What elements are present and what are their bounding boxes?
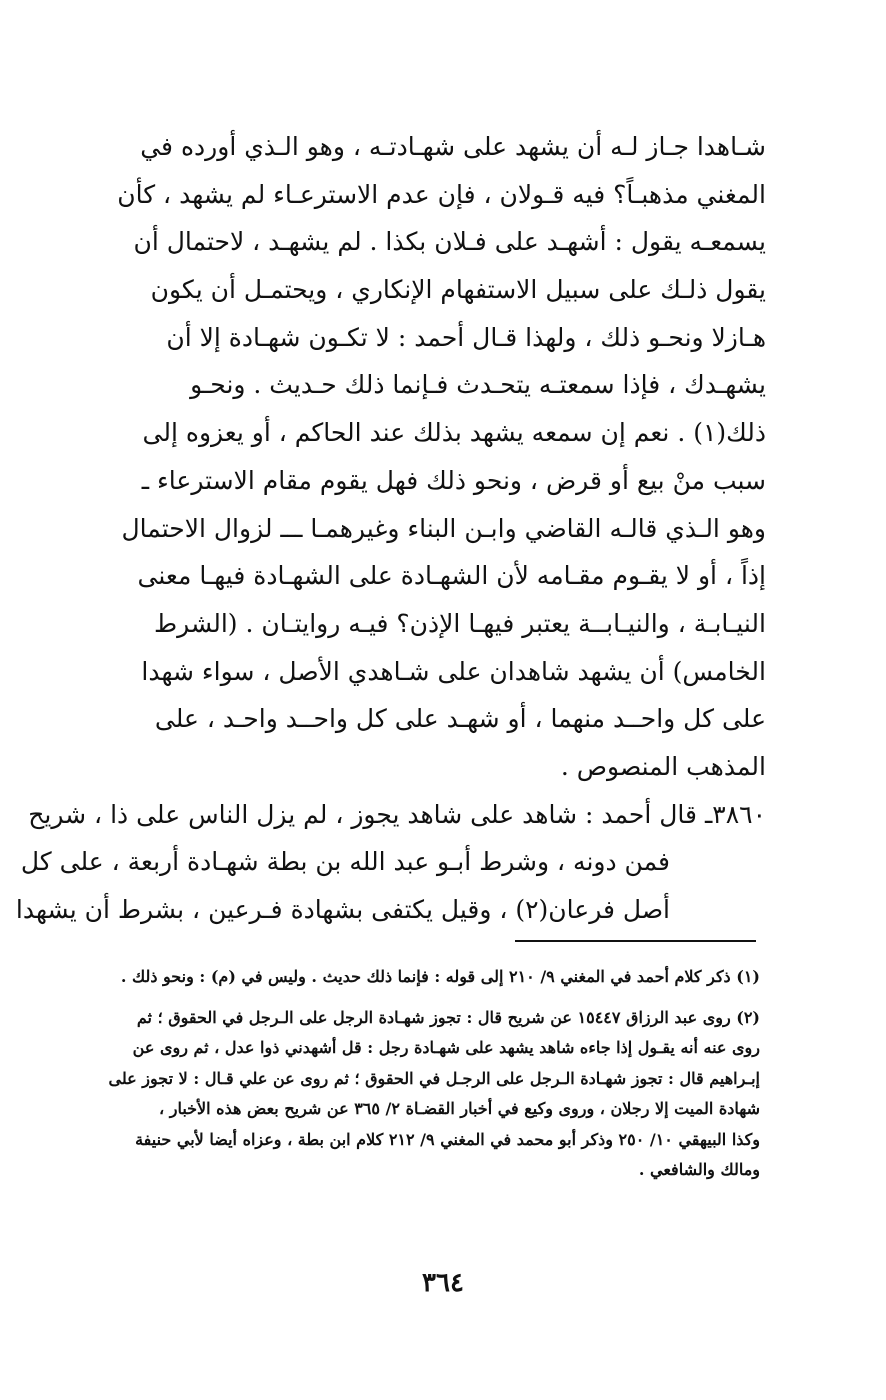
text-line: يسمعـه يقول : أشهـد على فـلان بكذا . لم يشهـد ، لاحتمال أن (133, 227, 766, 257)
footnote-1-line: (١) ذكر كلام أحمد في المغني ٩/ ٢١٠ إلى قوله : فإنما ذلك حديث . وليس في (م) : ونحو ذلك . (120, 967, 760, 986)
footnote-separator (515, 940, 756, 942)
footnote-2-line: روى عنه أنه يقـول إذا جاءه شاهد يشهد على شهـادة رجل : قل أشهدني ذوا عدل ، ثم روى عن (132, 1038, 760, 1057)
text-line: ذلك(١) . نعم إن سمعه يشهد بذلك عند الحاكم ، أو يعزوه إلى (142, 418, 766, 448)
text-line: على كل واحــد منهما ، أو شهـد على كل واحــد واحـد ، على (154, 704, 766, 734)
text-line: الخامس) أن يشهد شاهدان على شـاهدي الأصل ، سواء شهدا (141, 656, 766, 686)
footnote-2-line: (٢) روى عبد الرزاق ١٥٤٤٧ عن شريح قال : تجوز شهـادة الرجل على الـرجل في الحقوق ؛ ثم (136, 1007, 760, 1027)
page-number: ٣٦٤ (422, 1268, 464, 1298)
entry-line: فمن دونه ، وشرط أبـو عبد الله بن بطة شهـادة أربعة ، على كل (20, 847, 670, 877)
footnote-2-line: إبـراهيم قال : تجوز شهـادة الـرجل على الرجـل في الحقوق ؛ ثم روى عن علي قـال : لا تجوز على (108, 1068, 760, 1088)
text-line: سبب منْ بيع أو قرض ، ونحو ذلك فهل يقوم مقام الاسترعاء ـ (141, 465, 766, 495)
footnote-2-line: شهادة الميت إلا رجلان ، وروى وكيع في أخبار القضـاة ٢/ ٣٦٥ عن شريح بعض هذه الأخبار ، (158, 1099, 760, 1118)
text-line: المذهب المنصوص . (560, 751, 766, 781)
text-line: يشهـدك ، فإذا سمعتـه يتحـدث فـإنما ذلك حـديث . ونحـو (190, 370, 766, 400)
text-line: النيـابـة ، والنيـابــة يعتبر فيهـا الإذن؟ فيـه روايتـان . (الشرط (154, 608, 766, 638)
text-line: إذاً ، أو لا يقـوم مقـامه لأن الشهـادة على الشهـادة فيهـا معنى (137, 561, 766, 591)
text-line: وهو الـذي قالـه القاضي وابـن البناء وغيرهمـا ـــ لزوال الاحتمال (121, 513, 766, 543)
text-line: يقول ذلـك على سبيل الاستفهام الإنكاري ، ويحتمـل أن يكون (150, 275, 766, 305)
footnotes-block (104, 962, 760, 1186)
entry-line: أصل فرعان(٢) ، وقيل يكتفى بشهادة فـرعين ، بشرط أن يشهدا (15, 895, 670, 924)
text-line: شـاهدا جـاز لـه أن يشهد على شهـادتـه ، وهو الـذي أورده في (140, 132, 766, 161)
footnote-2-line: وكذا البيهقي ١٠/ ٢٥٠ وذكر أبو محمد في المغني ٩/ ٢١٢ كلام ابن بطة ، وعزاه أيضا لأبي حنيفة (135, 1129, 760, 1149)
text-line: هـازلا ونحـو ذلك ، ولهذا قـال أحمد : لا تكـون شهـادة إلا أن (166, 322, 766, 352)
entry-line: ٣٨٦٠ـ قال أحمد : شاهد على شاهد يجوز ، لم يزل الناس على ذا ، شريح (28, 799, 766, 829)
text-line: المغني مذهبـاً؟ فيه قـولان ، فإن عدم الاسترعـاء لم يشهد ، كأن (117, 179, 766, 209)
main-text-block (15, 123, 766, 934)
footnote-2-line: ومالك والشافعي . (638, 1160, 760, 1179)
